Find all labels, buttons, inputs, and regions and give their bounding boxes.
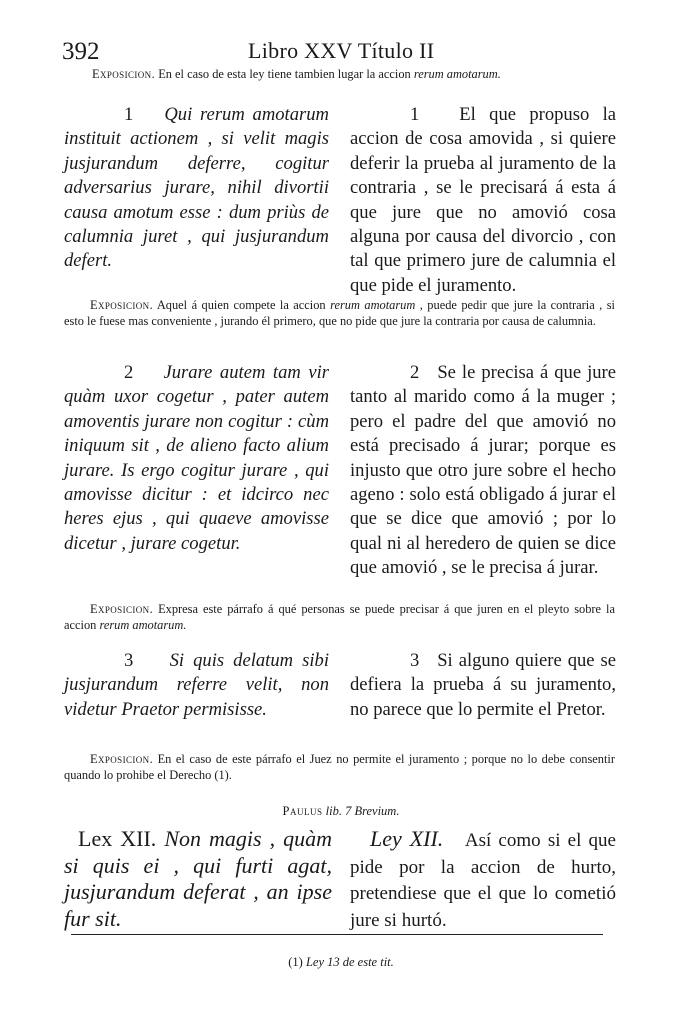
spanish-paragraph-3 xyxy=(350,649,616,722)
paragraph-number: 2 xyxy=(124,362,134,383)
exposition-4 xyxy=(64,751,615,783)
latin-text: Si quis delatum sibi jusjurandum referre velit, non videtur Praetor permisisse. xyxy=(64,650,330,720)
exposition-2 xyxy=(64,297,615,329)
spanish-paragraph-2 xyxy=(350,361,616,581)
exposition-label: Exposicion. xyxy=(92,67,156,81)
paragraph-number: 2 xyxy=(410,362,420,383)
footnote-text: Ley 13 de este tit. xyxy=(305,955,394,969)
latin-paragraph-3 xyxy=(64,649,329,722)
exposition-text-after: , puede pedir que jure la contraria , si esto le fuese mas conveniente , jurando él primero, que no pide que jure la contraria por causa de calumnia. xyxy=(64,298,615,328)
footnote xyxy=(0,955,682,970)
page-number: 392 xyxy=(62,38,100,65)
ley-xii-spanish xyxy=(350,826,616,934)
latin-text: Jurare autem tam vir quàm uxor cogetur , pater autem amoventis jurare non cogitur : cùm iniquum sit , de alieno facto alium jurare. Is ergo cogitur jurare , qui amovisse dicitur : et idcirco nec heres ejus , qui quaeve amovisse dicetur , jurare cogetur. xyxy=(64,362,330,554)
paragraph-number: 3 xyxy=(410,650,420,671)
source-work: lib. 7 Brevium. xyxy=(325,804,400,818)
law-label: Lex XII. xyxy=(78,826,157,851)
spanish-text: Así como si el que pide por la accion de hurto, pretendiese que el que lo cometió jure si hurtó. xyxy=(350,830,616,931)
spanish-text: Se le precisa á que jure tanto al marido como á la muger ; pero el padre del que amovió no está precisado á jurar; porque es injusto que otro jure sobre el hecho ageno : solo está obligado á jurar el que se dice que amovió ; por lo qual ni al heredero de quien se dice que amovió , se le precisa á jurar. xyxy=(350,362,616,579)
exposition-text: En el caso de este párrafo el Juez no permite el juramento ; porque no lo debe consentir quando lo prohibe el Derecho (1). xyxy=(64,752,615,782)
exposition-text: En el caso de esta ley tiene tambien lugar la accion xyxy=(158,67,411,81)
latin-paragraph-1 xyxy=(64,103,329,274)
exposition-label: Exposicion. xyxy=(90,602,154,616)
source-attribution xyxy=(0,804,682,819)
spanish-text: Si alguno quiere que se defiera la prueba á su juramento, no parece que lo permite el Pretor. xyxy=(350,650,617,720)
exposition-italic: rerum amotarum xyxy=(330,298,416,312)
running-head: Libro XXV Título II xyxy=(248,38,435,63)
exposition-3 xyxy=(64,601,615,633)
paragraph-number: 1 xyxy=(124,104,134,125)
paragraph-number: 1 xyxy=(410,104,420,125)
exposition-italic: rerum amotarum. xyxy=(99,618,187,632)
law-label: Ley XII. xyxy=(370,826,444,851)
spanish-paragraph-1 xyxy=(350,103,616,298)
spanish-text: El que propuso la accion de cosa amovida , si quiere deferir la prueba al juramento de la contraria , se le precisará á esta á que jure que no amovió cosa alguna por causa del divorcio , con tal que primero jure de calumnia el que pide el juramento. xyxy=(350,104,616,296)
exposition-1 xyxy=(92,66,612,82)
latin-paragraph-2 xyxy=(64,361,329,556)
footnote-divider xyxy=(71,934,603,935)
lex-xii-latin xyxy=(64,826,332,932)
latin-text: Qui rerum amotarum instituit actionem , si velit magis jusjurandum deferre, cogitur adversarius jurare, nihil divortii causa amotum esse : dum priùs de calumnia juret , qui jusjurandum defert. xyxy=(64,104,329,272)
exposition-text: Aquel á quien compete la accion xyxy=(156,298,326,312)
exposition-italic: rerum amotarum. xyxy=(413,67,501,81)
paragraph-number: 3 xyxy=(124,650,134,671)
latin-text: Non magis , quàm si quis ei , qui furti agat, jusjurandum deferat , an ipse fur sit. xyxy=(64,826,333,931)
footnote-marker: (1) xyxy=(288,955,303,969)
author-name: Paulus xyxy=(282,804,323,818)
exposition-text: Expresa este párrafo á qué personas se puede precisar á que juren en el pleyto sobre la accion xyxy=(64,602,615,632)
exposition-label: Exposicion. xyxy=(90,298,154,312)
exposition-label: Exposicion. xyxy=(90,752,154,766)
